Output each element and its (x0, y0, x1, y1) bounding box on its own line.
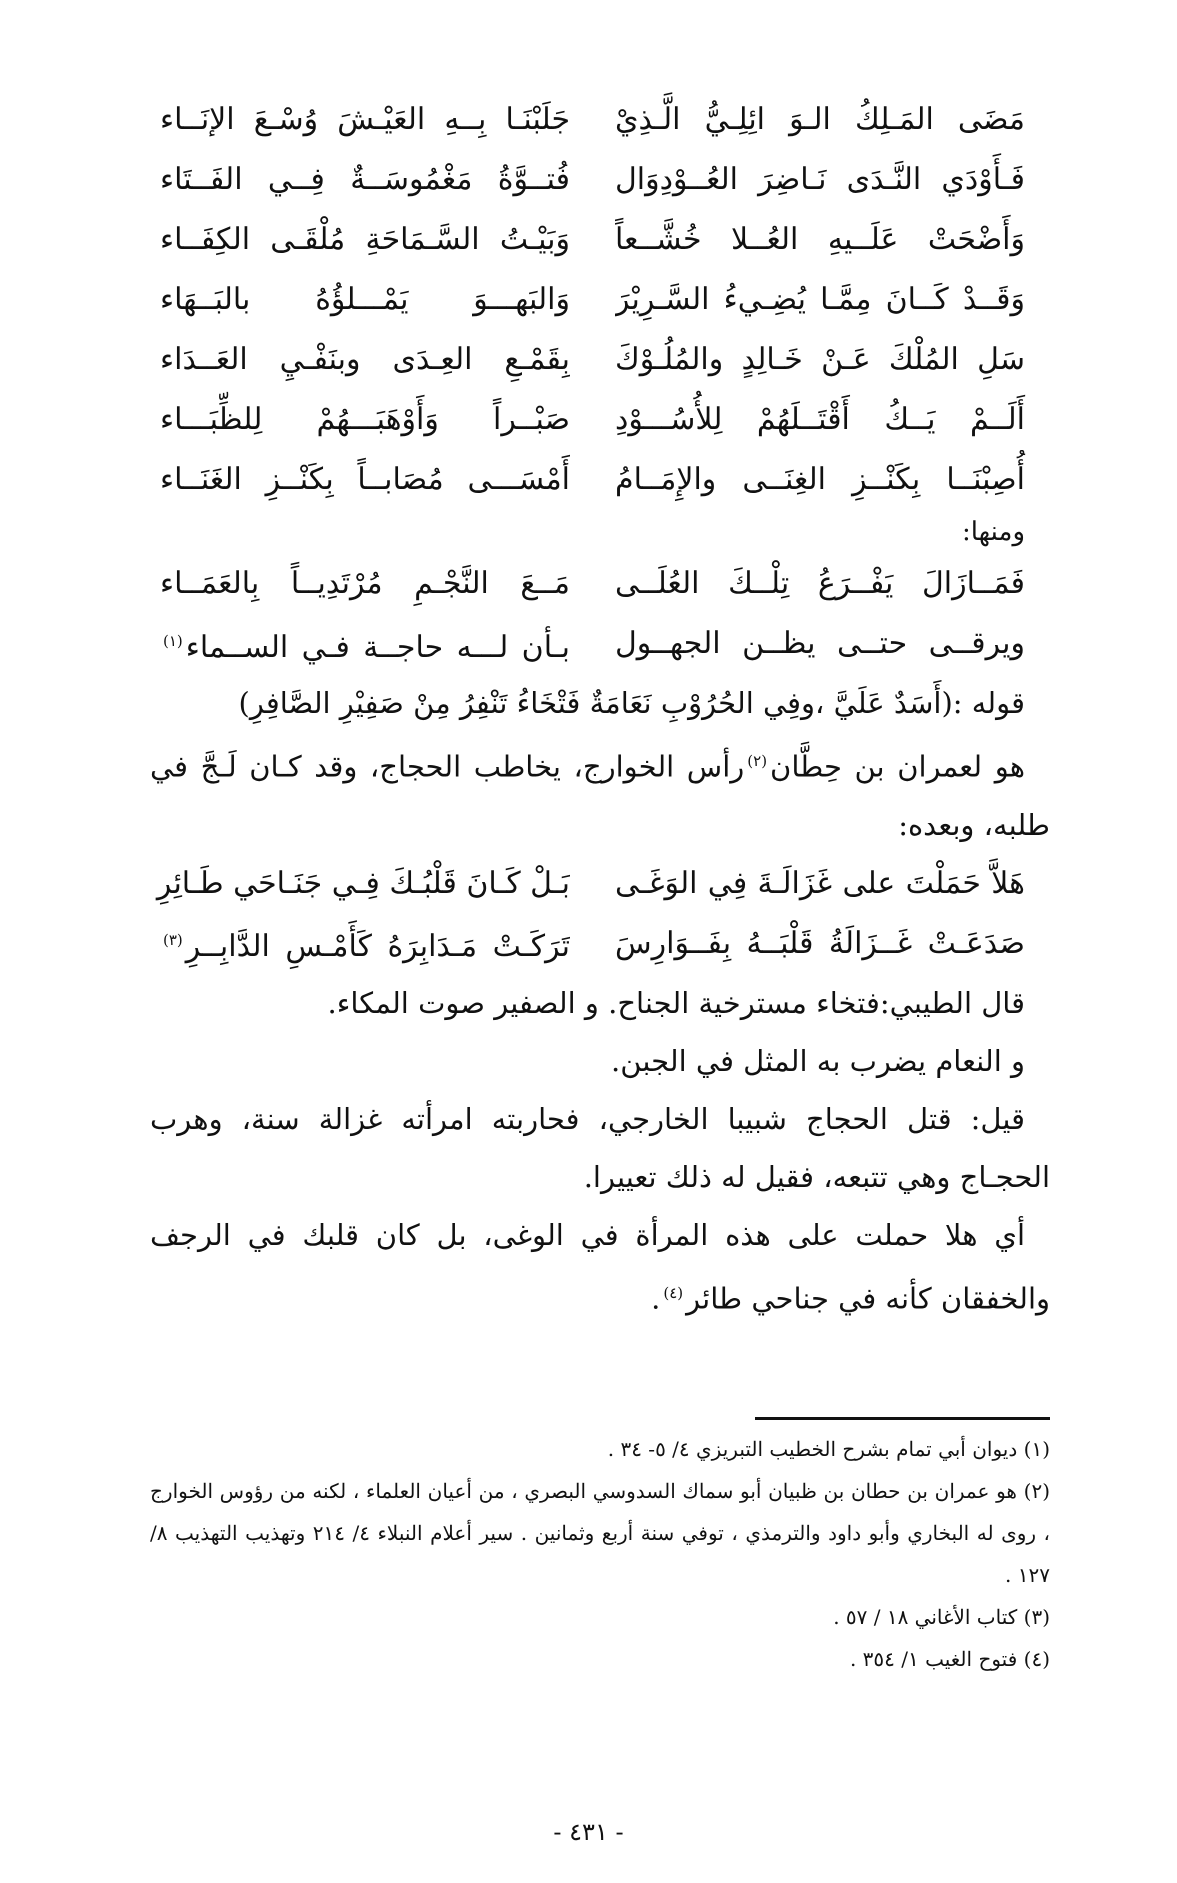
imran-paragraph (150, 732, 1050, 854)
verse-first-hemistich: هَلاَّ حَمَلْتَ على غَزَالَـةَ فِي الوَغَـى (615, 865, 1025, 901)
footnote-marker: (١) (163, 631, 183, 650)
verse-line (150, 854, 1050, 914)
hemistich-text: وَالبَهـــوَ يَمْـــلؤُهُ بالبَــهَاء (160, 282, 570, 317)
verse-second-hemistich (150, 611, 570, 678)
verse-line (150, 554, 1050, 614)
poem-block-1 (150, 90, 1050, 510)
footnote-marker: (٢) (747, 752, 768, 770)
hemistich-text: جَلَبْنَـا بِــهِ العَيْـشَ وُسْـعَ الإنَــاء (160, 102, 570, 137)
qawluhu-line: قوله :(أَسَدٌ عَلَيَّ ،وفِي الحُرُوْبِ نَعَامَةٌ فَتْخَاءُ تَنْفِرُ مِنْ صَفِيْرِ الصَّافِرِ) (238, 686, 1025, 720)
verse-second-hemistich (150, 390, 570, 450)
verse-line (150, 150, 1050, 210)
footnotes (150, 1428, 1050, 1680)
poem-block-2 (150, 554, 1050, 674)
footnote-marker: (٣) (163, 931, 183, 950)
ay-text: أي هلا حملت على هذه المرأة في الوغى، بل كان قلبك في الرجف والخفقان كأنه في جناحي طائر (150, 1217, 1050, 1316)
ay-paragraph (150, 1206, 1050, 1328)
hemistich-text: فُتــوَّةُ مَغْمُوسَــةٌ فِــي الفَــتَاء (160, 162, 570, 197)
ay-end: . (651, 1281, 661, 1316)
verse-line (150, 450, 1050, 510)
footnote-marker: (٤) (663, 1283, 684, 1302)
verse-line (150, 614, 1050, 674)
page-body (150, 90, 1050, 1327)
hemistich-text: بَـلْ كَـانَ قَلْبُـكَ فِـي جَنَـاحَي طَـائِرِ (156, 865, 570, 901)
verse-first-hemistich: فَـأَوْدَي النَّـدَى نَـاضِرَ العُــوْدِوَال (615, 162, 1025, 197)
verse-second-hemistich (150, 330, 570, 390)
hemistich-text: مَــعَ النَّجْـمِ مُرْتَدِيــاً بِالعَمَــاء (160, 566, 570, 601)
poem-block-3 (150, 854, 1050, 974)
imran-text-after: رأس الخوارج، يخاطب الحجاج، وقد كـان لَـجَّ في طلبه، وبعده: (150, 749, 1050, 842)
tibi-line: قال الطيبي:فتخاء مسترخية الجناح. و الصفير صوت المكاء. (327, 985, 1025, 1020)
minha-label: ومنها: (962, 517, 1025, 547)
footnote-item: (٤) فتوح الغيب ١/ ٣٥٤ . (849, 1647, 1050, 1671)
verse-first-hemistich: وَأَضْحَتْ عَلَــيهِ العُــلا خُشَّــعاً (615, 222, 1025, 257)
verse-first-hemistich: سَلِ المُلْكَ عَـنْ خَـالِدٍ والمُلُـوْكَ (615, 342, 1025, 377)
page-number: - ٤٣١ - (553, 1818, 624, 1846)
verse-first-hemistich: فَمَــازَالَ يَفْــرَعُ تِلْــكَ العُلَــى (615, 566, 1025, 601)
verse-line (150, 390, 1050, 450)
verse-second-hemistich (150, 150, 570, 210)
verse-first-hemistich: مَضَى المَـلِكُ الـوَ ائِلِـيُّ الَّـذِيْ (615, 102, 1025, 137)
qila-paragraph: قيل: قتل الحجاج شبيبا الخارجي، فحاربته امرأته غزالة سنة، وهرب الحجـاج وهي تتبعه، فقيل له ذلك تعييرا. (150, 1101, 1050, 1194)
footnote-item: (١) ديوان أبي تمام بشرح الخطيب التبريزي ٤/ ٥- ٣٤ . (607, 1437, 1050, 1461)
naam-line: و النعام يضرب به المثل في الجبن. (611, 1043, 1025, 1078)
verse-line (150, 914, 1050, 974)
verse-line (150, 90, 1050, 150)
verse-second-hemistich (150, 450, 570, 510)
verse-first-hemistich: وَقَــدْ كَــانَ مِمَّـا يُضِـيءُ السَّـرِيْرَ (615, 282, 1025, 317)
verse-line (150, 270, 1050, 330)
imran-text-before: هو لعمران بن حِطَّان (770, 749, 1025, 784)
verse-second-hemistich (150, 854, 570, 914)
hemistich-text: بـأن لـــه حاجــة فـي الســماء (185, 629, 570, 665)
footnote-item: (٢) هو عمران بن حطان بن ظبيان أبو سماك السدوسي البصري ، من أعيان العلماء ، لكنه من رؤوس الخوارج ، روى له البخاري وأبو داود والترمذي ، توفي سنة أربع وثمانين . سير أعلام النبلاء ٤/ ٢١٤ وتهذيب التهذيب ٨/ ١٢٧ . (150, 1479, 1050, 1587)
hemistich-text: بِقَمْـعِ العِـدَى وبنَفْـيِ العَــدَاء (160, 342, 570, 377)
hemistich-text: صَبْــراً وَأَوْهَبَـــهُمْ لِلظِّبَـــاء (160, 402, 570, 437)
verse-first-hemistich: أُصِبْنَــا بِكَنْــزِ الغِنَــى والإِمَــامُ (615, 462, 1025, 497)
verse-second-hemistich (150, 270, 570, 330)
verse-first-hemistich: ويرقــى حتــى يظــن الجهــول (615, 626, 1025, 661)
hemistich-text: تَرَكَـتْ مَـدَابِرَهُ كَأَمْـسِ الدَّابِــرِ (185, 929, 570, 965)
verse-line (150, 210, 1050, 270)
footnote-divider (755, 1417, 1050, 1420)
verse-second-hemistich (150, 554, 570, 614)
hemistich-text: وَبَيْـتُ السَّـمَاحَةِ مُلْقَـى الكِفَــاء (160, 222, 570, 257)
verse-second-hemistich (150, 210, 570, 270)
verse-first-hemistich: أَلَــمْ يَــكُ أَقْتَــلَهُمْ لِلأُسُـــوْدِ (615, 402, 1025, 437)
footnote-item: (٣) كتاب الأغاني ١٨ / ٥٧ . (833, 1605, 1050, 1629)
verse-second-hemistich (150, 910, 570, 977)
verse-first-hemistich: صَدَعَـتْ غَــزَالَةُ قَلْبَــهُ بِفَــوَارِسَ (615, 925, 1025, 961)
verse-line (150, 330, 1050, 390)
hemistich-text: أَمْسَـــى مُصَابــاً بِكَنْــزِ الغَنَــاء (160, 462, 570, 497)
verse-second-hemistich (150, 90, 570, 150)
